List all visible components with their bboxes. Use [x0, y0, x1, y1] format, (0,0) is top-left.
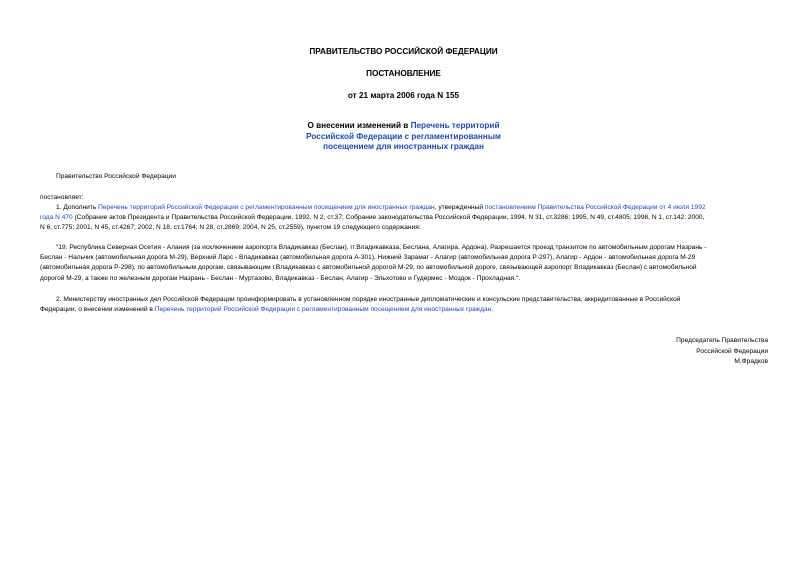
paragraph-1-line-3: N 6, ст.775; 2001, N 45, ст.4267; 2002, N 18, ст.1764; N 28, ст.2869; 2004, N 25, ст.2559), пунктом 19 следующего содержания: [40, 224, 421, 232]
signatory-name: М.Фрадков [734, 358, 768, 365]
p2-suffix: . [491, 306, 494, 314]
territories-list-link[interactable]: Перечень территорий Российской Федерации с регламентированным посещением для иностранных граждан [98, 204, 435, 211]
issuer-text: Правительство Российской Федерации [56, 173, 176, 180]
signature-block [676, 336, 768, 368]
p1-citations: (Собрание актов Президента и Правительства Российской Федерации, 1992, N 2, ст.37; Собрание законодательства Российской Федерации, 1994, N 31, ст.3286; 1995, N 49, ст.4805; 1998, N 1, ст.142; 2000, [72, 214, 705, 222]
paragraph-19-line-4: дорогой М-29, а также по железным дорогам Назрань - Беслан - Муртазово, Владикавказ - Беслан, Алагир - Эльхотово и Гудермес - Моздок - Прохладная.". [40, 274, 521, 282]
signatory-position: Председатель Правительства [676, 337, 768, 344]
issuing-authority: ПРАВИТЕЛЬСТВО РОССИЙСКОЙ ФЕДЕРАЦИИ [309, 47, 498, 56]
subject-link-part3[interactable]: посещением для иностранных граждан [323, 142, 484, 151]
subject-prefix: О внесении изменений в [307, 121, 411, 130]
paragraph-1 [40, 203, 768, 234]
paragraph-2 [40, 295, 768, 315]
paragraph-2-line-1: 2. Министерству иностранных дел Российской Федерации проинформировать в установленном порядке иностранные дипломатические и консульские представительства, аккредитованные в Российской [56, 296, 681, 303]
document-date-number: от 21 марта 2006 года N 155 [347, 91, 460, 100]
p1-prefix: 1. Дополнить [56, 204, 99, 211]
government-decree-link[interactable]: постановлением Правительства Российской Федерации от 4 июля 1992 [484, 204, 706, 211]
paragraph-19-line-2: Беслан - Нальчик (автомобильная дорога М-29), Верхний Ларс - Владикавказ (автомобильная дорога А-301), Нижний Зарамаг - Алагир (автомобильная дорога Р-297), Алагир - Ардон - автомобильная дорога М-29 [40, 254, 696, 262]
government-decree-link-continued[interactable]: года N 470 [40, 214, 73, 222]
p1-middle: , утвержденный [434, 204, 485, 211]
paragraph-19-line-1: "19. Республика Северная Осетия - Алания (за исключением аэропорта Владикавказ (Беслан), гг.Владикавказа, Беслана, Алагира, Ардона). Разрешается проезд транзитом по автомобильным дорогам Назрань - [56, 244, 707, 251]
subject-link-part1[interactable]: Перечень территорий [410, 121, 500, 130]
decrees-text: постановляет: [40, 194, 84, 201]
paragraph-2-line-2 [40, 305, 768, 315]
territories-list-link-2[interactable]: Перечень территорий Российской Федерации с регламентированным посещением для иностранных граждан [154, 306, 492, 314]
subject-link-part2[interactable]: Российской Федерации с регламентированным [306, 131, 501, 141]
document-subject [0, 121, 807, 153]
p2-prefix: Федерации, о внесении изменений в [40, 306, 155, 314]
signatory-country: Российской Федерации [696, 347, 768, 355]
paragraph-19 [40, 243, 768, 284]
paragraph-19-line-3: (автомобильная дорога Р-298), по автомобильным дорогам, связывающим г.Владикавказ с автомобильной дорогой М-29, по автомобильной дороге, связывающей аэропорт Владикавказ (Беслан) с автомобильной [40, 264, 697, 272]
paragraph-1-line-1 [40, 203, 768, 213]
document-type: ПОСТАНОВЛЕНИЕ [366, 69, 441, 78]
paragraph-1-line-2 [40, 213, 768, 223]
